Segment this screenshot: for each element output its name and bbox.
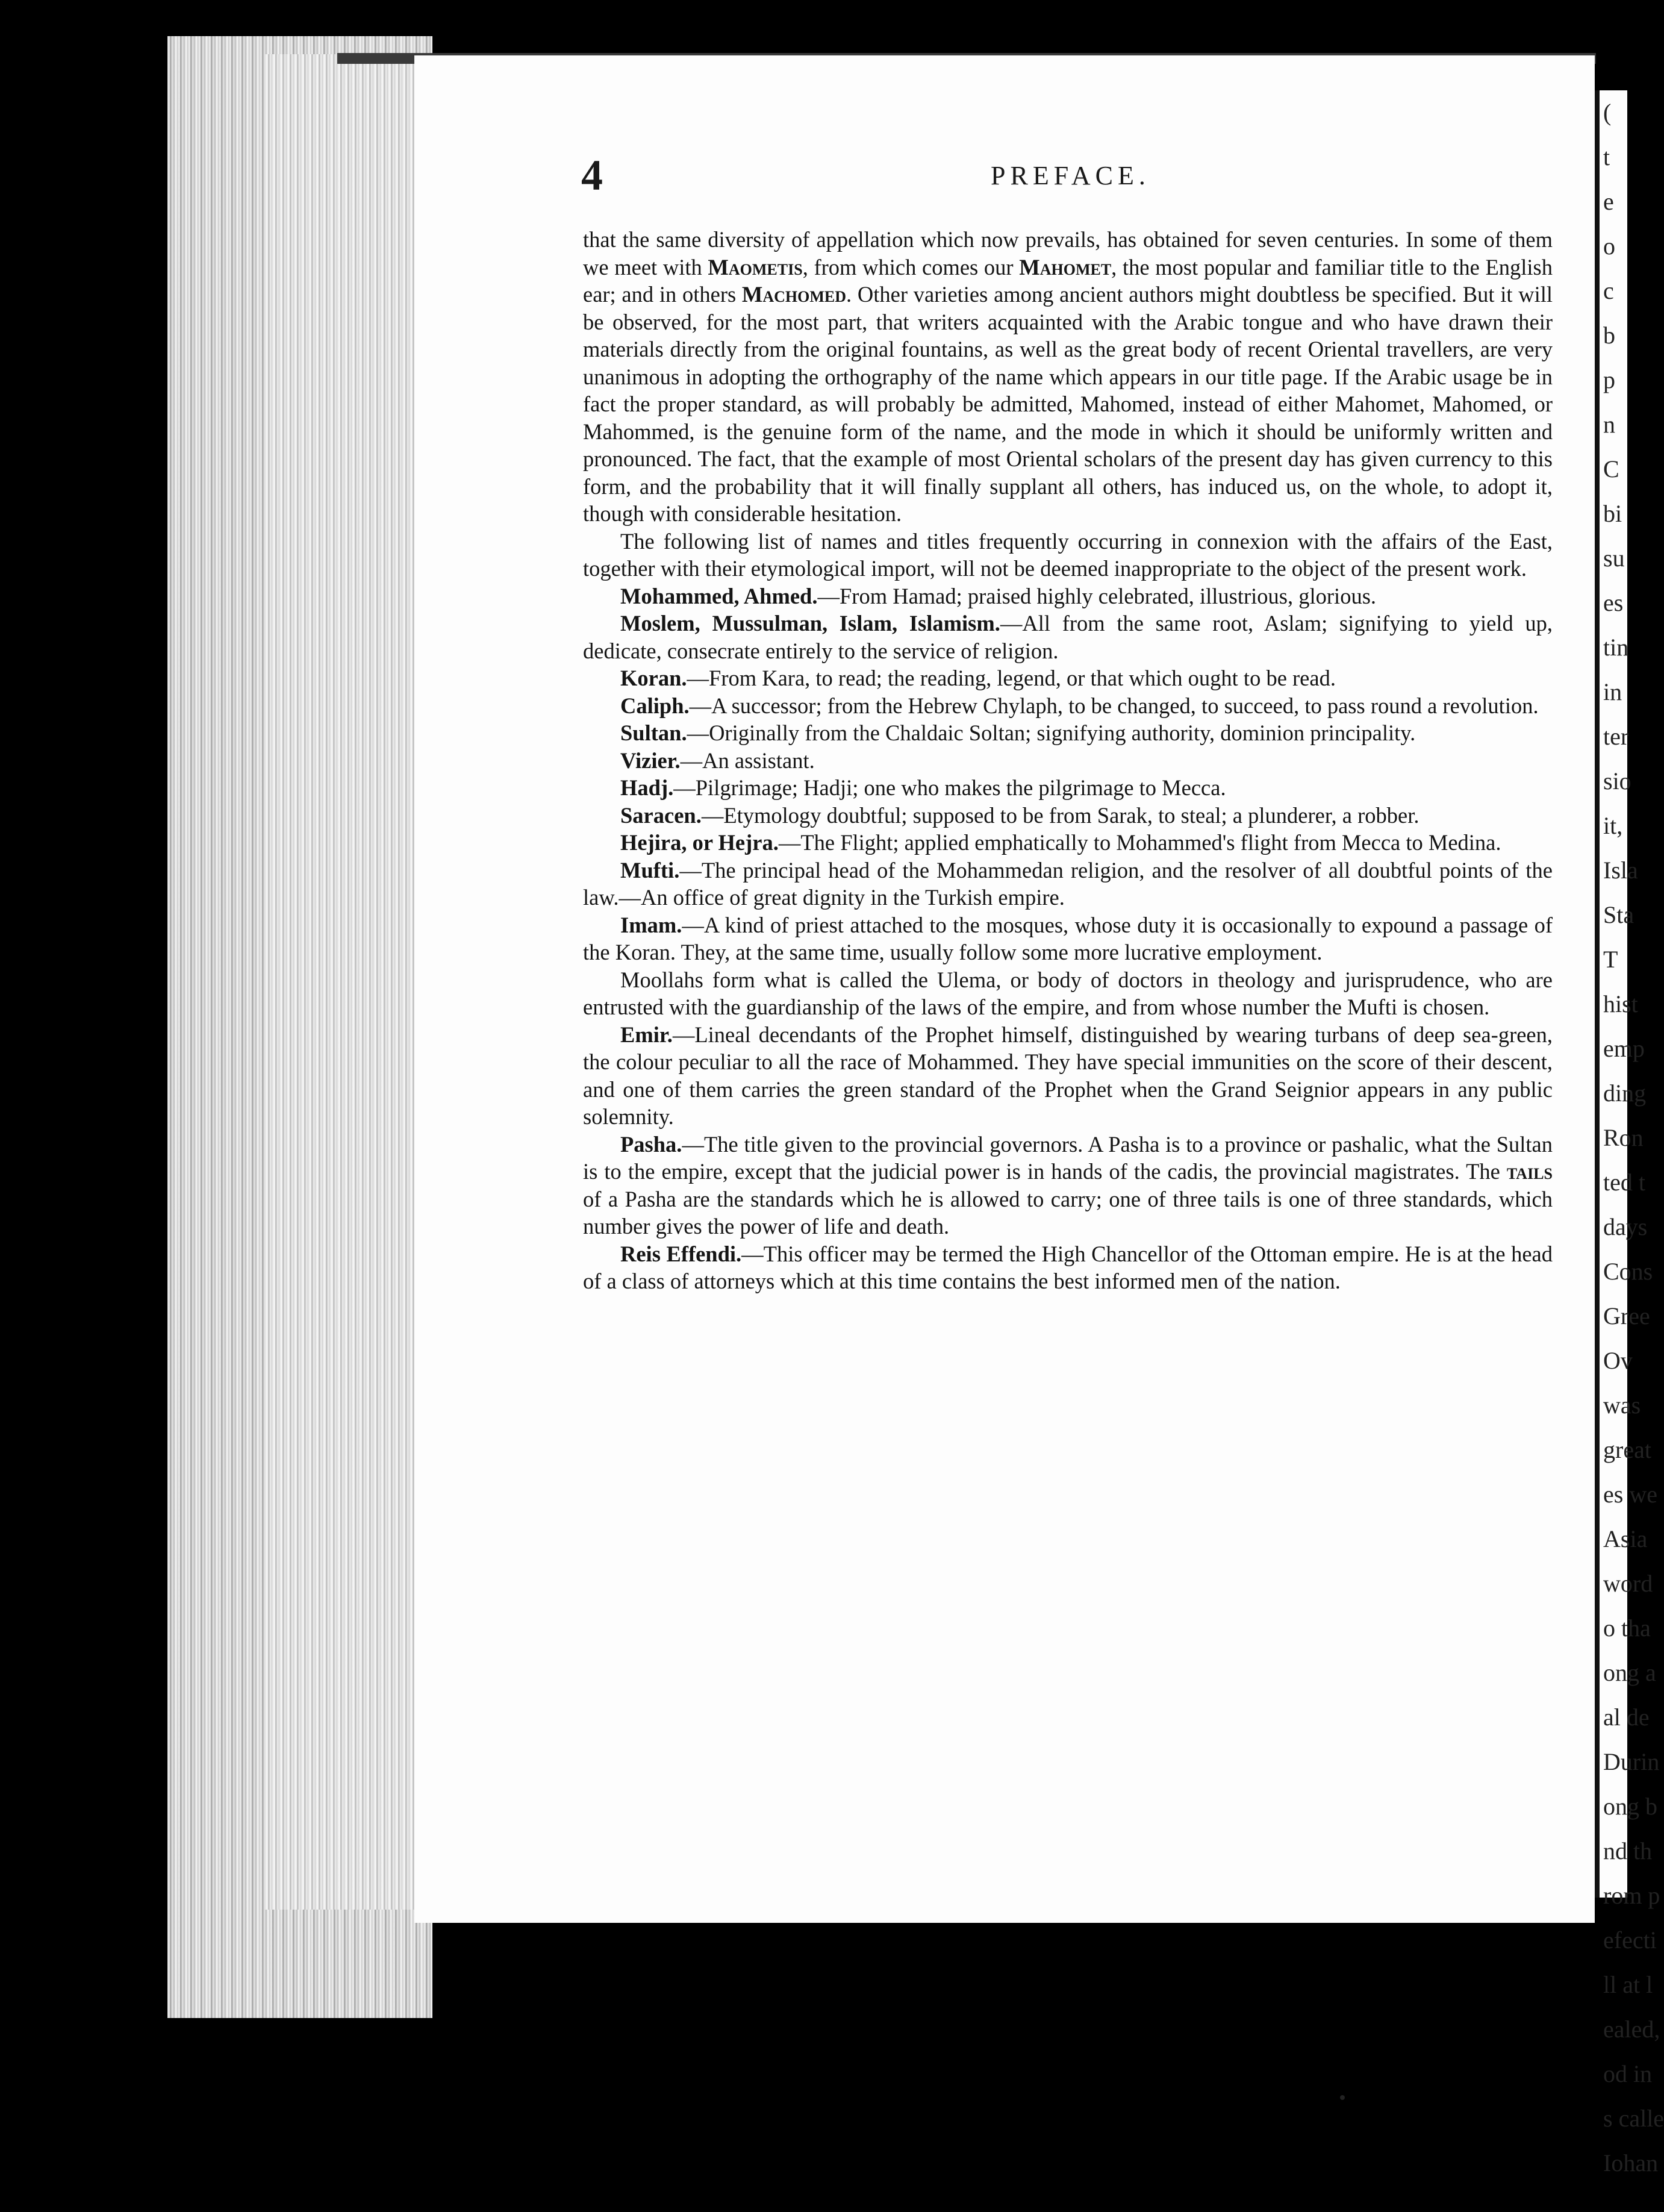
tails-term: tails: [1506, 1159, 1553, 1184]
adjacent-page-line: word: [1603, 1570, 1653, 1597]
glossary-term: Sultan.: [620, 720, 687, 745]
glossary-entry: [583, 664, 1553, 692]
adjacent-page-line: o tha: [1603, 1614, 1651, 1642]
adjacent-page-line: es we: [1603, 1481, 1657, 1508]
adjacent-page-line: great: [1603, 1436, 1651, 1463]
glossary-term: Caliph.: [620, 693, 690, 718]
adjacent-page-line: ong a: [1603, 1659, 1656, 1686]
machomed-term: Machomed: [741, 282, 847, 307]
adjacent-page-line: Cons: [1603, 1258, 1653, 1285]
glossary-term: Koran.: [620, 666, 687, 690]
adjacent-page-line: s calle: [1603, 2105, 1664, 2132]
adjacent-page-line: it,: [1603, 812, 1623, 839]
glossary-term: Vizier.: [620, 748, 681, 773]
glossary-definition: —All from the same root, Aslam; signifying to yield up, dedicate, consecrate entirely to the service of religion.: [583, 611, 1553, 663]
glossary-entry-reis-effendi: [583, 1240, 1553, 1295]
glossary-entry: [583, 911, 1553, 966]
glossary-term: Pasha.: [620, 1131, 682, 1157]
adjacent-page-line: ealed,: [1603, 2016, 1660, 2043]
adjacent-page-line: Isla: [1603, 857, 1638, 884]
glossary-entry-pasha: [583, 1131, 1553, 1240]
adjacent-page-line: Sta: [1603, 901, 1634, 928]
glossary-term: Moslem, Mussulman, Islam, Islamism.: [620, 611, 1000, 636]
opening-paragraph: [583, 226, 1553, 528]
adjacent-page-line: in: [1603, 678, 1622, 705]
adjacent-page-line: emp: [1603, 1035, 1645, 1062]
adjacent-page-line: efecti: [1603, 1926, 1657, 1954]
glossary-definition: —The title given to the provincial governors. A Pasha is to a province or pashalic, what the Sultan is to the empire, except that the judicial power is in hands of the cadis, the provincial magistrates. The: [583, 1131, 1553, 1184]
glossary-entry: [583, 857, 1553, 911]
adjacent-page-line: C: [1603, 455, 1619, 483]
adjacent-page-line: b: [1603, 322, 1615, 349]
adjacent-page-line: nd th: [1603, 1837, 1653, 1864]
glossary-definition: —The Flight; applied emphatically to Mohammed's flight from Mecca to Medina.: [778, 830, 1501, 855]
glossary-term: Reis Effendi.: [620, 1241, 742, 1266]
glossary-entry: [583, 692, 1553, 720]
opening-text: that the same diversity of appellation which now prevails, has obtained for seven centuries. In some of them we meet with: [583, 227, 1553, 280]
adjacent-page-line: p: [1603, 366, 1615, 393]
preface-text: [583, 226, 1553, 1295]
glossary-entry: [583, 747, 1553, 775]
moollahs-paragraph: Moollahs form what is called the Ulema, or body of doctors in theology and jurisprudence, who are entrusted with the guardianship of the laws of the empire, and from whose number the Mufti is chosen.: [583, 967, 1553, 1019]
adjacent-page-line: bi: [1603, 500, 1622, 527]
glossary-entry: [583, 774, 1553, 802]
adjacent-page-line: ll at l: [1603, 1971, 1653, 1998]
opening-text-4: . Other varieties among ancient authors might doubtless be specified. But it will be observed, for the most part, that writers acquainted with the Arabic tongue and who have drawn their materials directly from the original fountains, as well as the great body of recent Oriental travellers, are very unanimous in adopting the orthography of the name which appears in our title page. If the Arabic usage be in fact the proper standard, as will probably be admitted, Mahomed, instead of either Mahomet, Mahomed, or Mahommed, is the genuine form of the name, and the mode in which it should be uniformly written and pronounced. The fact, that the example of most Oriental scholars of the present day has given currency to this form, and the probability that it will finally supplant all others, has induced us, on the whole, to adopt it, though with considerable hesitation.: [583, 282, 1553, 526]
mahomet-term: Mahomet: [1019, 254, 1112, 280]
adjacent-page-line: t: [1603, 143, 1610, 170]
opening-text-3: , the most popular and familiar title to the English ear; and in others: [583, 254, 1553, 307]
page-number: 4: [581, 151, 603, 199]
adjacent-page-line: ong b: [1603, 1793, 1657, 1820]
glossary-entries: [583, 583, 1553, 966]
book-fore-edge-inner: [265, 54, 422, 1910]
adjacent-page-line: tin: [1603, 634, 1629, 661]
adjacent-page-line: Iohan: [1603, 2149, 1659, 2176]
glossary-definition: —Etymology doubtful; supposed to be from Sarak, to steal; a plunderer, a robber.: [701, 802, 1419, 828]
adjacent-page-line: ter: [1603, 723, 1629, 750]
maometis-term: Maometis: [708, 254, 803, 280]
adjacent-page-line: Durin: [1603, 1748, 1660, 1775]
glossary-definition: —Pilgrimage; Hadji; one who makes the pilgrimage to Mecca.: [673, 775, 1226, 800]
adjacent-page-line: ding: [1603, 1079, 1647, 1107]
glossary-definition: —A successor; from the Hebrew Chylaph, to be changed, to succeed, to pass round a revolution.: [689, 693, 1539, 718]
glossary-definition: —From Hamad; praised highly celebrated, illustrious, glorious.: [817, 583, 1377, 608]
glossary-definition: —Lineal decendants of the Prophet himself, distinguished by wearing turbans of deep sea-green, the colour peculiar to all the race of Mohammed. They have special immunities on the score of their descent, and one of them carries the green standard of the Prophet when the Grand Seignior appears in any public solemnity.: [583, 1022, 1553, 1129]
adjacent-page-line: (: [1603, 99, 1612, 126]
adjacent-page-line: su: [1603, 545, 1625, 572]
glossary-definition: —From Kara, to read; the reading, legend, or that which ought to be read.: [687, 666, 1336, 690]
adjacent-page-line: Gree: [1603, 1302, 1650, 1329]
glossary-entry: [583, 802, 1553, 830]
opening-text-2: , from which comes our: [802, 254, 1020, 280]
glossary-entry: [583, 829, 1553, 857]
glossary-definition: —An assistant.: [680, 748, 815, 773]
adjacent-page-line: o: [1603, 233, 1615, 260]
glossary-term: Saracen.: [620, 802, 702, 828]
adjacent-page-line: was: [1603, 1392, 1641, 1419]
glossary-definition: —Originally from the Chaldaic Soltan; signifying authority, dominion principality.: [687, 720, 1416, 745]
adjacent-page-line: Ron: [1603, 1124, 1644, 1151]
adjacent-page-line: n: [1603, 411, 1615, 438]
glossary-definition: —The principal head of the Mohammedan religion, and the resolver of all doubtful points of the law.—An office of great dignity in the Turkish empire.: [583, 857, 1553, 910]
adjacent-page-line: Ov: [1603, 1347, 1633, 1374]
glossary-term: Hadj.: [620, 775, 674, 800]
glossary-term: Mufti.: [620, 857, 680, 883]
glossary-definition-cont: of a Pasha are the standards which he is allowed to carry; one of three tails is one of three standards, which number gives the power of life and death.: [583, 1186, 1553, 1239]
ink-speck: [1340, 2095, 1345, 2100]
adjacent-page-line: sio: [1603, 767, 1631, 795]
adjacent-page-line: days: [1603, 1213, 1648, 1240]
glossary-entry: [583, 583, 1553, 610]
running-head: [581, 151, 1545, 199]
glossary-definition: —This officer may be termed the High Chancellor of the Ottoman empire. He is at the head of a class of attorneys which at this time contains the best informed men of the nation.: [583, 1241, 1553, 1293]
adjacent-page-line: od in: [1603, 2060, 1653, 2087]
adjacent-page-line: rom p: [1603, 1882, 1660, 1909]
adjacent-page-line: T: [1603, 946, 1618, 973]
glossary-term: Imam.: [620, 912, 682, 937]
adjacent-page-line: e: [1603, 188, 1614, 215]
glossary-definition: —A kind of priest attached to the mosques, whose duty it is occasionally to expound a passage of the Koran. They, at the same time, usually follow some more lucrative employment.: [583, 912, 1553, 964]
adjacent-page-line: hist: [1603, 990, 1638, 1017]
glossary-entry: [583, 719, 1553, 747]
glossary-term: Emir.: [620, 1022, 673, 1047]
glossary-entry: [583, 610, 1553, 664]
glossary-term: Mohammed, Ahmed.: [620, 583, 818, 608]
list-intro-paragraph: The following list of names and titles frequently occurring in connexion with the affairs of the East, together with their etymological import, will not be deemed inappropriate to the object of the present work.: [583, 528, 1553, 581]
page-heading: PREFACE.: [991, 161, 1150, 190]
glossary-entry-emir: [583, 1021, 1553, 1131]
adjacent-page-line: es: [1603, 589, 1624, 616]
adjacent-page-line: al de: [1603, 1704, 1650, 1731]
adjacent-page-line: c: [1603, 277, 1614, 304]
adjacent-page-line: Asia: [1603, 1525, 1648, 1552]
adjacent-page-line: ted t: [1603, 1169, 1645, 1196]
adjacent-page-fragment: [1595, 90, 1664, 2176]
glossary-term: Hejira, or Hejra.: [620, 830, 779, 855]
